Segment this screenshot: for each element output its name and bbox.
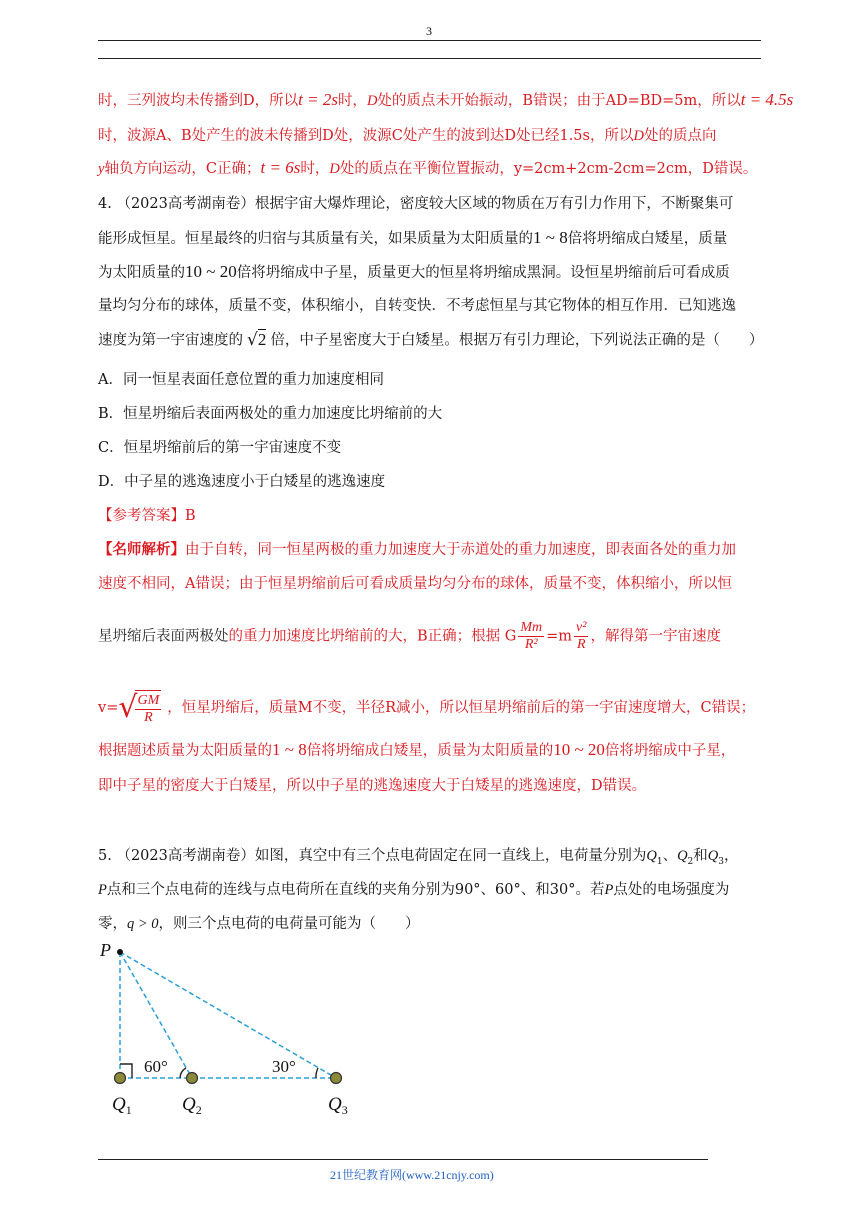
text: 处的质点未开始振动，B错误；由于AD=BD=5m，所以 xyxy=(377,93,741,109)
text: 的重力加速度比坍缩前的大，B正确；根据 G xyxy=(228,628,517,645)
q4-analysis-line-4 xyxy=(98,690,755,726)
q4-line-3 xyxy=(98,262,730,283)
text: 处的质点向 xyxy=(643,128,717,144)
fraction-denominator: R xyxy=(574,636,588,653)
q4-line-2 xyxy=(98,228,727,249)
text: ， xyxy=(724,848,739,864)
q4-analysis-line-2: 速度不相同，A错误；由于恒星坍缩前后可看成质量均匀分布的球体，质量不变，体积缩小，所以恒 xyxy=(98,576,732,592)
charge-label: Q xyxy=(707,848,719,864)
text: 根据题述质量为太阳质量的 xyxy=(98,743,272,759)
fraction-denominator: R² xyxy=(518,636,544,653)
text: 倍将坍缩成中子星， xyxy=(604,743,736,759)
text: v= xyxy=(98,700,119,716)
text: 星坍缩后表面两极处 xyxy=(98,628,229,645)
q4-answer: 【参考答案】B xyxy=(98,508,196,524)
q4-line-4: 量均匀分布的球体，质量不变，体积缩小，自转变快．不考虑恒星与其它物体的相互作用．已知逃逸 xyxy=(98,298,736,314)
sqrt-expression: √2 xyxy=(247,330,267,350)
label-Q2-sub: 2 xyxy=(195,1103,202,1117)
charge-Q2 xyxy=(187,1073,198,1084)
label-P: P xyxy=(100,940,111,960)
text: 处的质点在平衡位置振动，y=2cm+2cm-2cm=2cm，D错误。 xyxy=(339,161,758,177)
fraction-denominator: R xyxy=(135,709,161,726)
label-Q2-letter: Q xyxy=(182,1094,196,1115)
footer-text: 21世纪教育网(www.21cnjy.com) xyxy=(330,1168,494,1182)
point-label: D xyxy=(329,161,340,177)
text: 倍，中子星密度大于白矮星。根据万有引力理论，下列说法正确的是（ ） xyxy=(270,332,764,349)
label-Q1-sub: 1 xyxy=(125,1103,132,1117)
q5-line-2 xyxy=(98,880,729,900)
subscript: 3 xyxy=(718,856,724,867)
text: =m xyxy=(546,628,573,645)
q4-analysis-line-3 xyxy=(98,620,721,653)
fraction-numerator: Mm xyxy=(520,620,543,635)
text: ，则三个点电荷的电荷量可能为（ ） xyxy=(158,916,420,932)
point-label: D xyxy=(366,93,378,109)
text: 时，波源A、B处产生的波未传播到D处，波源C处产生的波到达D处已经1.5s，所以 xyxy=(98,128,634,144)
text: 速度为第一宇宙速度的 xyxy=(98,332,243,349)
subscript: 2 xyxy=(687,856,694,867)
text: 轴负方向运动，C正确； xyxy=(104,161,261,177)
charge-Q3 xyxy=(331,1073,342,1084)
q4-option-a: A．同一恒星表面任意位置的重力加速度相同 xyxy=(98,372,384,388)
label-Q3-sub: 3 xyxy=(341,1103,348,1117)
time-value: t = 6s xyxy=(260,158,301,177)
charges-figure xyxy=(96,938,366,1118)
fraction-numerator: GM xyxy=(137,693,160,708)
text: 5. （2023高考湖南卷）如图，真空中有三个点电荷固定在同一直线上，电荷量分别为 xyxy=(98,848,647,864)
text: 时， xyxy=(300,161,330,177)
time-value: t = 4.5s xyxy=(740,90,794,109)
fraction-v2-R xyxy=(574,620,588,653)
label-Q1 xyxy=(112,1094,132,1117)
point-label: P xyxy=(98,882,107,898)
text: 倍将坍缩成中子星，质量更大的恒星将坍缩成黑洞。设恒星坍缩前后可看成质 xyxy=(236,265,730,281)
subscript: 1 xyxy=(656,856,663,867)
header-rule-bottom xyxy=(98,58,761,59)
prev-answer-line-3 xyxy=(98,158,757,179)
mass-range: 1 ~ 8 xyxy=(272,740,307,759)
text: 倍将坍缩成白矮星，质量 xyxy=(567,231,728,247)
fraction-GM-R xyxy=(135,690,161,726)
text: 和 xyxy=(693,848,708,864)
text: 、 xyxy=(662,848,678,864)
page-number: 3 xyxy=(426,24,432,38)
q4-line-5 xyxy=(98,330,763,351)
header-rule-top xyxy=(98,40,761,41)
prev-answer-line-2 xyxy=(98,126,716,146)
text: 点处的电场强度为 xyxy=(613,882,730,898)
text: 点和三个点电荷的连线与点电荷所在直线的夹角分别为90°、60°、和30°。若 xyxy=(106,882,605,898)
charge-label: Q xyxy=(646,848,657,864)
time-value: t = 2s xyxy=(298,90,338,109)
text: 时，三列波均未传播到D，所以 xyxy=(98,93,299,109)
mass-range: 10 ~ 20 xyxy=(185,262,237,281)
charge-condition: q > 0 xyxy=(127,916,159,932)
text: 由于自转，同一恒星两极的重力加速度大于赤道处的重力加速度，即表面各处的重力加 xyxy=(185,542,736,558)
footer-rule xyxy=(98,1159,708,1160)
axis-label: y xyxy=(98,161,105,177)
text: 零， xyxy=(98,916,127,932)
angle-arc-30 xyxy=(316,1068,318,1078)
text: 为太阳质量的 xyxy=(98,265,185,281)
text: ，解得第一宇宙速度 xyxy=(590,628,721,645)
text: 倍将坍缩成白矮星，质量为太阳质量的 xyxy=(306,743,554,759)
angle-arc-60 xyxy=(180,1068,186,1078)
sqrt-radicand: 2 xyxy=(257,330,267,349)
q5-line-1 xyxy=(98,846,739,872)
label-Q3-letter: Q xyxy=(328,1094,342,1115)
fraction-Mm-R2 xyxy=(518,620,544,653)
q4-analysis-line-6: 即中子星的密度大于白矮星，所以中子星的逃逸速度大于白矮星的逃逸速度，D错误。 xyxy=(98,778,647,794)
q4-line-1: 4. （2023高考湖南卷）根据宇宙大爆炸理论，密度较大区域的物质在万有引力作用下，不断聚集可 xyxy=(98,196,734,212)
q4-analysis-line-5 xyxy=(98,740,735,761)
point-P-dot xyxy=(117,949,123,955)
label-Q1-letter: Q xyxy=(112,1094,126,1115)
q4-analysis-line-1 xyxy=(98,540,736,560)
point-label: D xyxy=(633,128,644,144)
charge-Q1 xyxy=(115,1073,126,1084)
label-angle-60: 60° xyxy=(144,1057,168,1076)
mass-range: 10 ~ 20 xyxy=(553,740,605,759)
text: 能形成恒星。恒星最终的归宿与其质量有关，如果质量为太阳质量的 xyxy=(98,231,533,247)
label-Q2 xyxy=(182,1094,202,1117)
prev-answer-line-1 xyxy=(98,90,793,111)
fraction-numerator: v² xyxy=(576,620,587,635)
text: 时， xyxy=(337,93,367,109)
sqrt-GM-R: √ $\frac{GM}{R}$ xyxy=(118,690,160,725)
q4-option-d: D．中子星的逃逸速度小于白矮星的逃逸速度 xyxy=(98,474,386,490)
analysis-tag: 【名师解析】 xyxy=(98,541,185,558)
label-angle-30: 30° xyxy=(272,1057,296,1076)
charge-label: Q xyxy=(677,848,688,864)
q4-option-b: B．恒星坍缩后表面两极处的重力加速度比坍缩前的大 xyxy=(98,406,443,422)
q5-line-3 xyxy=(98,914,420,934)
point-label: P xyxy=(604,882,614,898)
label-Q3 xyxy=(328,1094,348,1117)
text: ，恒星坍缩后，质量M不变，半径R减小，所以恒星坍缩前后的第一宇宙速度增大，C错误； xyxy=(167,700,756,716)
q4-option-c: C．恒星坍缩前后的第一宇宙速度不变 xyxy=(98,440,342,456)
mass-range: 1 ~ 8 xyxy=(533,228,568,247)
